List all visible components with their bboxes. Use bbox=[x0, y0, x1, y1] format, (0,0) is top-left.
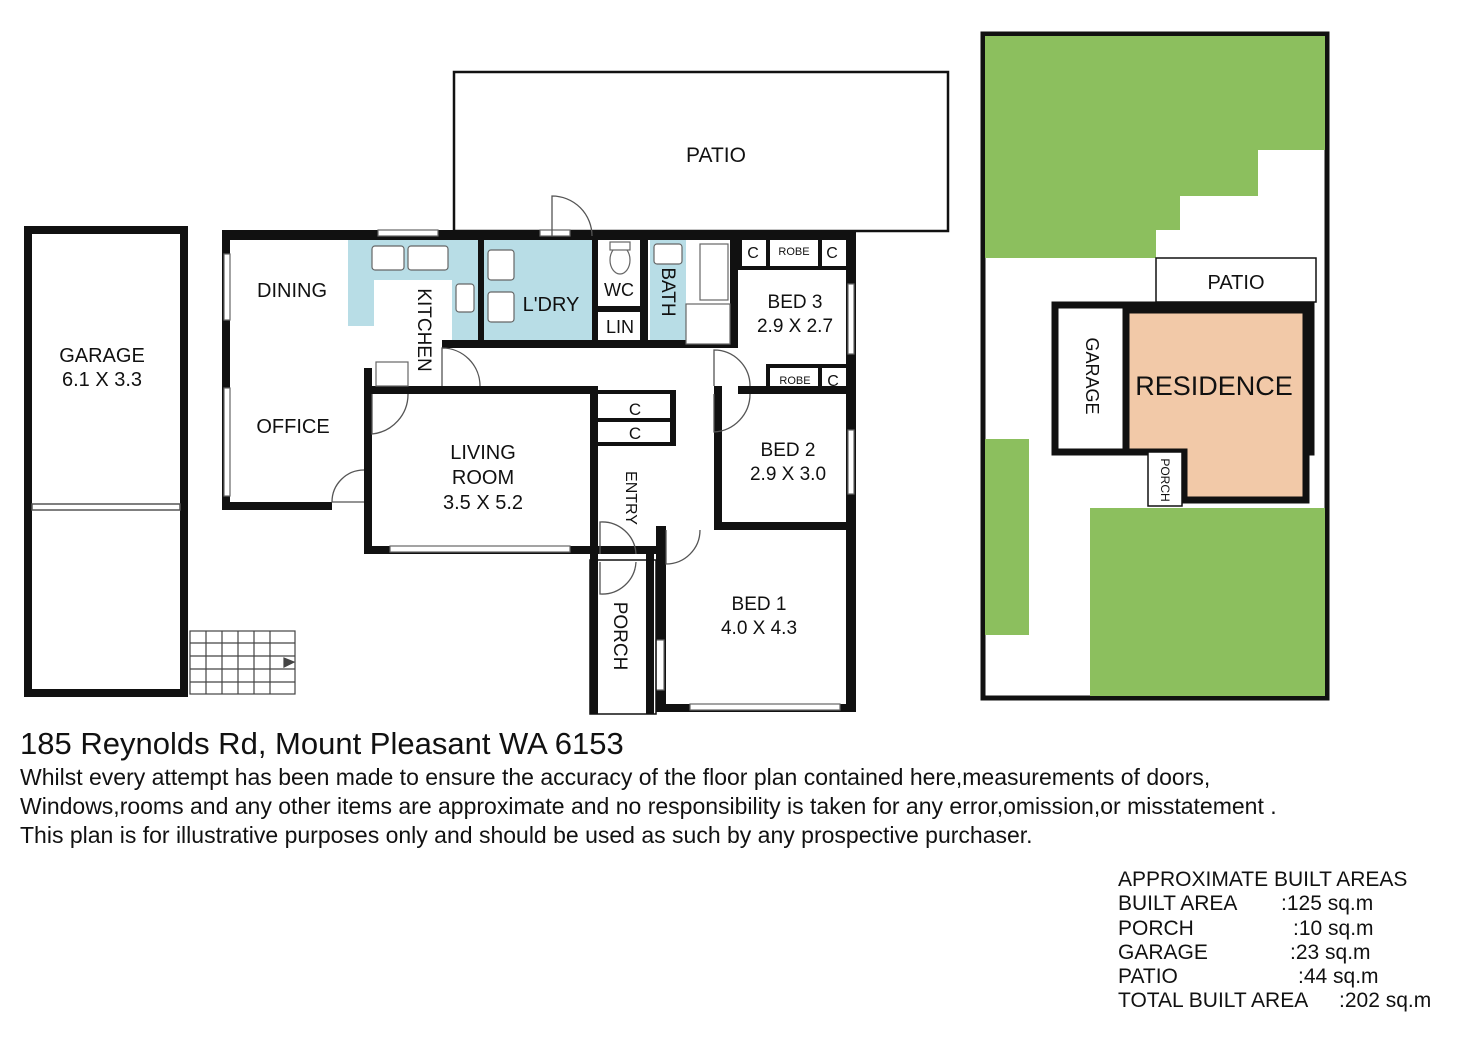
area-label: TOTAL BUILT AREA bbox=[1118, 989, 1309, 1013]
disclaimer-line: Windows,rooms and any other items are approximate and no responsibility is taken for any error,omission,or misstatement . bbox=[20, 793, 1277, 819]
garage-outline bbox=[28, 230, 184, 693]
living-size: 3.5 X 5.2 bbox=[442, 492, 524, 514]
garage-size: 6.1 X 3.3 bbox=[61, 369, 143, 391]
dining-label: DINING bbox=[257, 280, 327, 302]
property-address: 185 Reynolds Rd, Mount Pleasant WA 6153 bbox=[20, 726, 624, 761]
living-label: LIVING bbox=[450, 442, 516, 464]
disclaimer-line: This plan is for illustrative purposes only and should be used as such by any prospective purchaser. bbox=[20, 822, 1033, 848]
bed2-size: 2.9 X 3.0 bbox=[749, 464, 827, 485]
area-label: BUILT AREA bbox=[1118, 892, 1238, 916]
area-label: PATIO bbox=[1118, 965, 1178, 989]
stairs bbox=[190, 631, 295, 694]
patio-label: PATIO bbox=[686, 144, 746, 167]
bed1-size: 4.0 X 4.3 bbox=[720, 618, 798, 639]
area-label: GARAGE bbox=[1118, 940, 1208, 964]
bed3-size: 2.9 X 2.7 bbox=[756, 316, 834, 337]
bed1-label: BED 1 bbox=[731, 594, 787, 615]
closet-label: C bbox=[747, 245, 759, 262]
garage-door-line bbox=[32, 504, 180, 510]
entry-label: ENTRY bbox=[622, 471, 639, 525]
closet-label: C bbox=[827, 373, 839, 390]
lawn-bottom bbox=[1090, 508, 1325, 696]
area-value: :23 sq.m bbox=[1290, 940, 1371, 964]
area-value: :10 sq.m bbox=[1293, 916, 1374, 940]
disclaimer-line: Whilst every attempt has been made to ensure the accuracy of the floor plan contained here,measurements of doors, bbox=[20, 764, 1211, 790]
site-patio-label: PATIO bbox=[1207, 272, 1265, 294]
robe-label: ROBE bbox=[779, 375, 811, 387]
closet-label: C bbox=[628, 424, 642, 443]
area-value: :202 sq.m bbox=[1339, 989, 1432, 1013]
linen-label: LIN bbox=[605, 317, 635, 337]
area-label: PORCH bbox=[1118, 916, 1194, 940]
kitchen-label: KITCHEN bbox=[413, 288, 434, 372]
site-plan bbox=[983, 34, 1327, 698]
closet-label: C bbox=[628, 400, 642, 419]
garage-label: GARAGE bbox=[59, 345, 145, 367]
lawn-left bbox=[985, 439, 1029, 635]
bed3-label: BED 3 bbox=[767, 292, 823, 313]
disclaimer bbox=[20, 763, 1277, 850]
site-porch-label: PORCH bbox=[1158, 458, 1172, 502]
site-garage-label: GARAGE bbox=[1082, 337, 1102, 415]
bed2-label: BED 2 bbox=[760, 440, 816, 461]
heading-text: APPROXIMATE BUILT AREAS bbox=[1118, 868, 1408, 891]
robe-label: ROBE bbox=[778, 246, 810, 258]
living-label: ROOM bbox=[451, 467, 515, 489]
office-label: OFFICE bbox=[256, 416, 330, 438]
bath-label: BATH bbox=[657, 267, 678, 317]
area-value: :125 sq.m bbox=[1281, 892, 1374, 916]
closet-label: C bbox=[826, 245, 838, 262]
area-value: :44 sq.m bbox=[1298, 965, 1379, 989]
porch-label: PORCH bbox=[609, 601, 630, 671]
wc-label: WC bbox=[604, 280, 634, 300]
site-residence-label: RESIDENCE bbox=[1135, 371, 1293, 401]
laundry-label: L'DRY bbox=[522, 294, 580, 316]
